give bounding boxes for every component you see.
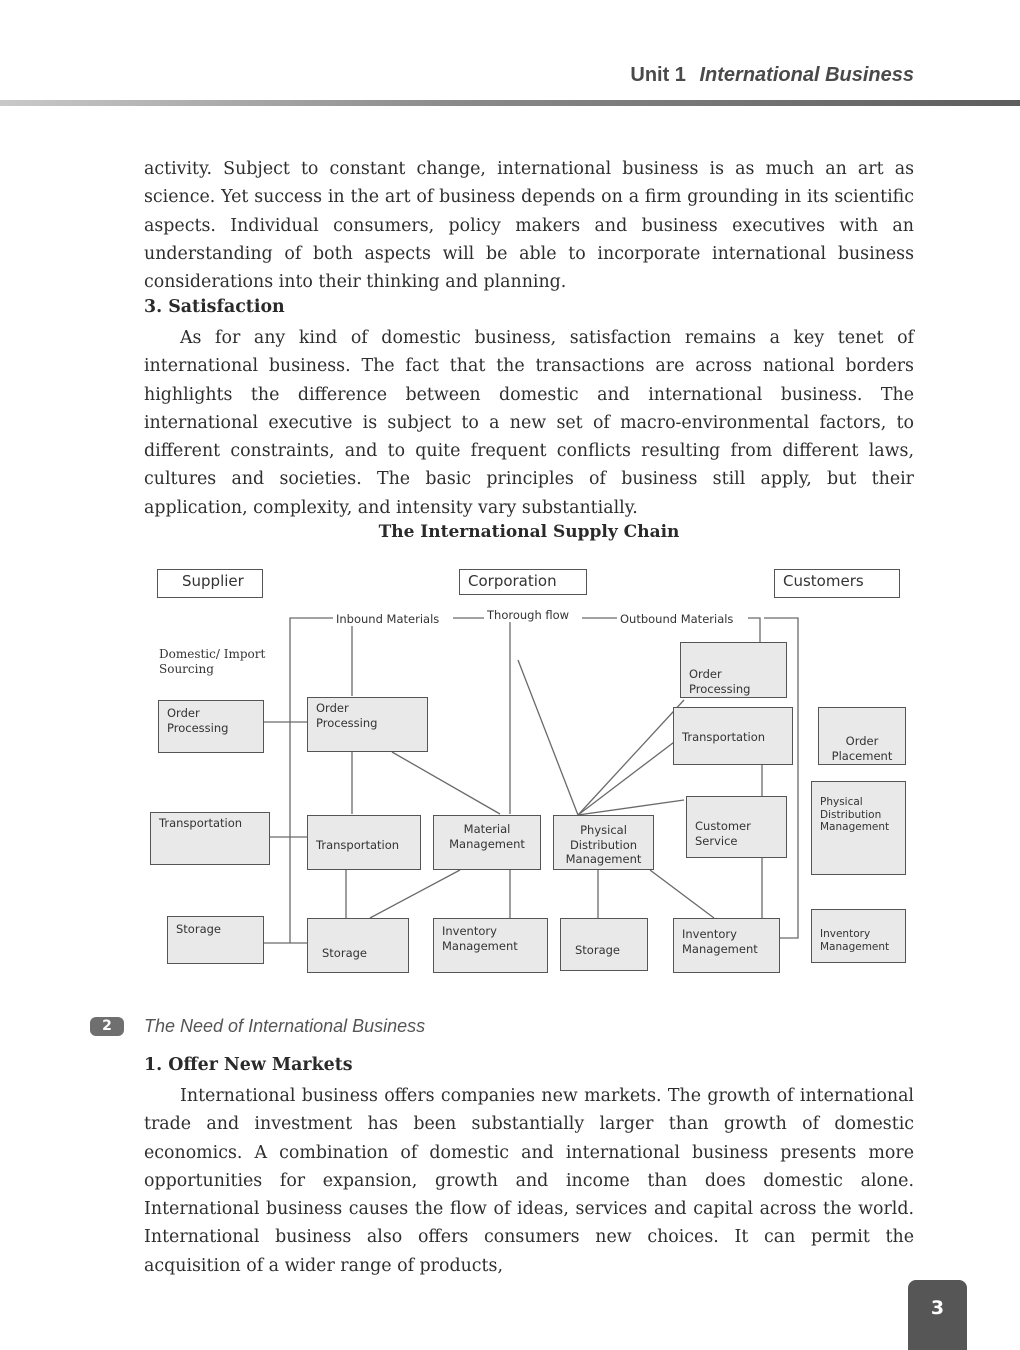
satisfaction-paragraph: As for any kind of domestic business, satisfaction remains a key tenet of international business. The fact that the transactions are across national borders highlights the difference between domestic and international business. The international executive is subject to a new set of macro-environmental factors, to different constraints, and to quite frequent conflicts resulting from different laws, cultures and societies. The basic principles of business still apply, but their application, complexity, and intensity vary substantially. — [144, 328, 914, 518]
supplier-order-processing: Order Processing — [158, 700, 264, 753]
supply-chain-diagram — [0, 560, 1020, 980]
customer-service: Customer Service — [686, 796, 787, 858]
supplier-storage: Storage — [167, 916, 264, 964]
outbound-transportation: Transportation — [673, 707, 793, 765]
new-markets-paragraph-block — [144, 1082, 914, 1280]
customer-order-placement: Order Placement — [818, 707, 906, 765]
unit-title: International Business — [699, 64, 914, 86]
page-number: 3 — [930, 1297, 945, 1319]
unit-header — [630, 64, 914, 87]
page-number-tab — [908, 1280, 967, 1350]
outbound-inventory-management: Inventory Management — [673, 918, 780, 973]
customer-inventory-management: Inventory Management — [811, 909, 906, 963]
corporation-transportation: Transportation — [307, 815, 421, 870]
material-management: Material Management — [433, 815, 541, 870]
corporation-physical-distribution: Physical Distribution Management — [553, 815, 654, 870]
thorough-flow-label: Thorough flow — [484, 608, 572, 622]
satisfaction-paragraph-block — [144, 324, 914, 522]
new-markets-paragraph: International business offers companies new markets. The growth of international trade and investment has been substantially larger than growth of domestic economics. A combination of domestic and international business presents more opportunities for expansion, growth and income than does domestic alone. International business causes the flow of ideas, services and capital across the world. International business also offers consumers new choices. It can permit the acquisition of a wider range of products, — [144, 1086, 914, 1276]
customers-header: Customers — [774, 569, 900, 598]
corporation-header: Corporation — [459, 569, 587, 595]
supplier-transportation: Transportation — [150, 812, 270, 865]
offer-new-markets-heading: 1. Offer New Markets — [144, 1055, 353, 1075]
satisfaction-heading: 3. Satisfaction — [144, 297, 285, 317]
section-2-title: The Need of International Business — [144, 1015, 426, 1036]
corporation-order-processing: Order Processing — [307, 697, 428, 752]
corporation-storage: Storage — [307, 918, 409, 973]
customer-physical-distribution: Physical Distribution Management — [811, 781, 906, 875]
outbound-order-processing: Order Processing — [680, 642, 787, 698]
domestic-import-sourcing-note: Domestic/ Import Sourcing — [159, 647, 266, 676]
supplier-header: Supplier — [157, 569, 263, 598]
figure-title: The International Supply Chain — [378, 522, 680, 542]
corporation-inventory-management: Inventory Management — [433, 918, 548, 973]
section-2-header — [90, 1014, 425, 1038]
header-rule — [0, 100, 1020, 106]
outbound-materials-label: Outbound Materials — [617, 612, 736, 626]
inbound-materials-label: Inbound Materials — [333, 612, 442, 626]
unit-number: Unit 1 — [630, 64, 686, 86]
section-number-badge: 2 — [90, 1017, 124, 1036]
intro-paragraph: activity. Subject to constant change, international business is as much an art as science. Yet success in the art of business depends on a firm grounding in its scientific aspects. Individual consumers, policy makers and business executives with an understanding of both aspects will be able to incorporate international business considerations into their thinking and planning. — [144, 159, 914, 293]
page-header — [0, 0, 1020, 108]
corporation-storage-right: Storage — [560, 918, 648, 971]
intro-paragraph-block — [144, 155, 914, 296]
